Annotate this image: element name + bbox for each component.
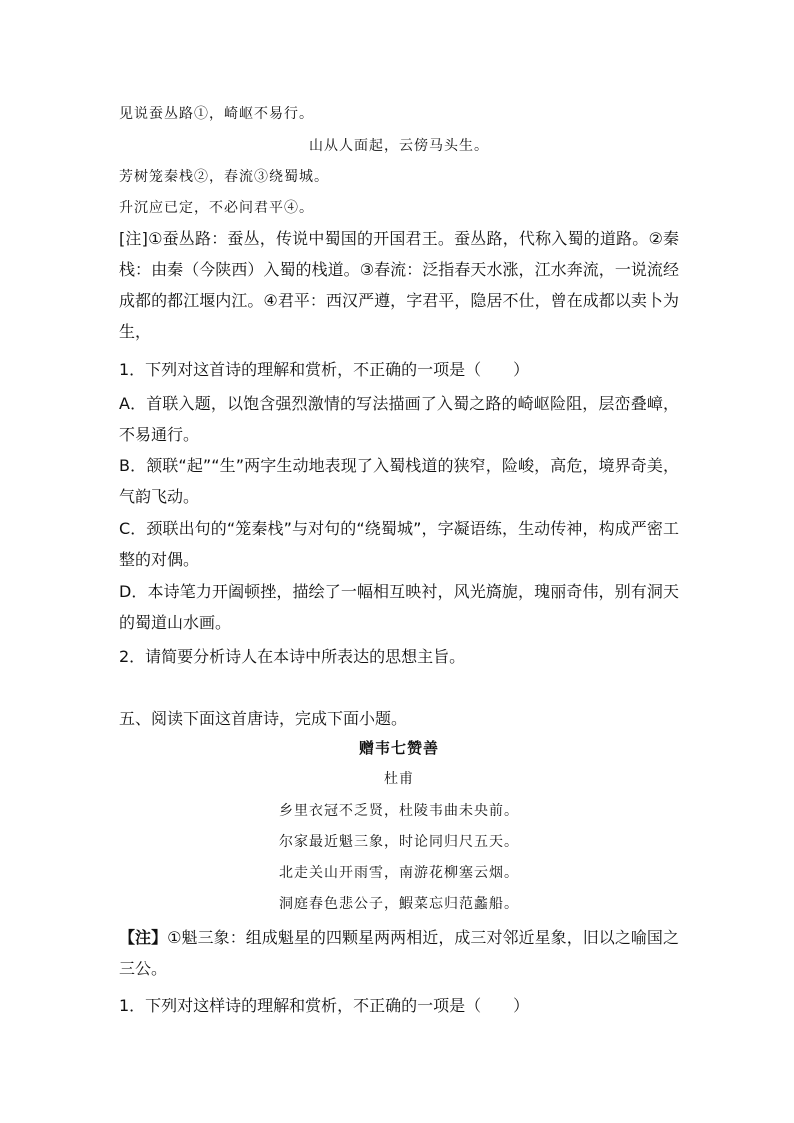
section5-heading: 五、阅读下面这首唐诗，完成下面小题。 [119,709,408,728]
poem2-notes [119,922,679,984]
poem2-title: 赠韦七赞善 [358,739,439,757]
q1-stem: 1．下列对这首诗的理解和赏析，不正确的一项是（ ） [119,360,530,379]
poem2-line2: 尔家最近魁三象，时论同归尺五天。 [279,834,519,850]
poem2-line4: 洞庭春色悲公子，鰕菜忘归范蠡船。 [279,896,519,912]
poem1-line3: 芳树笼秦栈②，春流③绕蜀城。 [119,169,329,185]
q1-option-a: A．首联入题，以饱含强烈激情的写法描画了入蜀之路的崎岖险阻，层峦叠嶂，不易通行。 [119,394,679,444]
poem1-line4: 升沉应已定，不必问君平④。 [119,200,314,216]
poem1-line2: 山从人面起，云傍马头生。 [309,138,489,154]
q1-option-c: C．颈联出句的“笼秦栈”与对句的“绕蜀城”，字凝语练，生动传神，构成严密工整的对偶。 [119,519,679,569]
q1-option-d: D．本诗笔力开阖顿挫，描绘了一幅相互映衬，风光旖旎，瑰丽奇伟，别有洞天的蜀道山水画。 [119,582,679,632]
q2-stem: 2．请简要分析诗人在本诗中所表达的思想主旨。 [119,647,466,666]
poem2-note-text: ①魁三象：组成魁星的四颗星两两相近，成三对邻近星象，旧以之喻国之三公。 [119,928,679,978]
poem2-author: 杜甫 [384,771,414,787]
poem2-note-label: 【注】 [119,928,168,947]
poem1-notes: [注]①蚕丛路：蚕丛，传说中蜀国的开国君王。蚕丛路，代称入蜀的道路。②秦栈：由秦（今陕西）入蜀的栈道。③春流：泛指春天水涨，江水奔流，一说流经成都的都江堰内江。④君平：西汉严遵，字君平，隐居不仕，曾在成都以卖卜为生， [119,229,679,341]
poem2-line1: 乡里衣冠不乏贤，杜陵韦曲未央前。 [279,803,519,819]
poem1-line1: 见说蚕丛路①，崎岖不易行。 [119,106,314,122]
q1-option-b: B．颔联“起”“生”两字生动地表现了入蜀栈道的狭窄，险峻，高危，境界奇美，气韵飞动。 [119,456,679,506]
poem2-line3: 北走关山开雨雪，南游花柳塞云烟。 [279,865,519,881]
section5-q1-stem: 1．下列对这样诗的理解和赏析，不正确的一项是（ ） [119,996,530,1015]
